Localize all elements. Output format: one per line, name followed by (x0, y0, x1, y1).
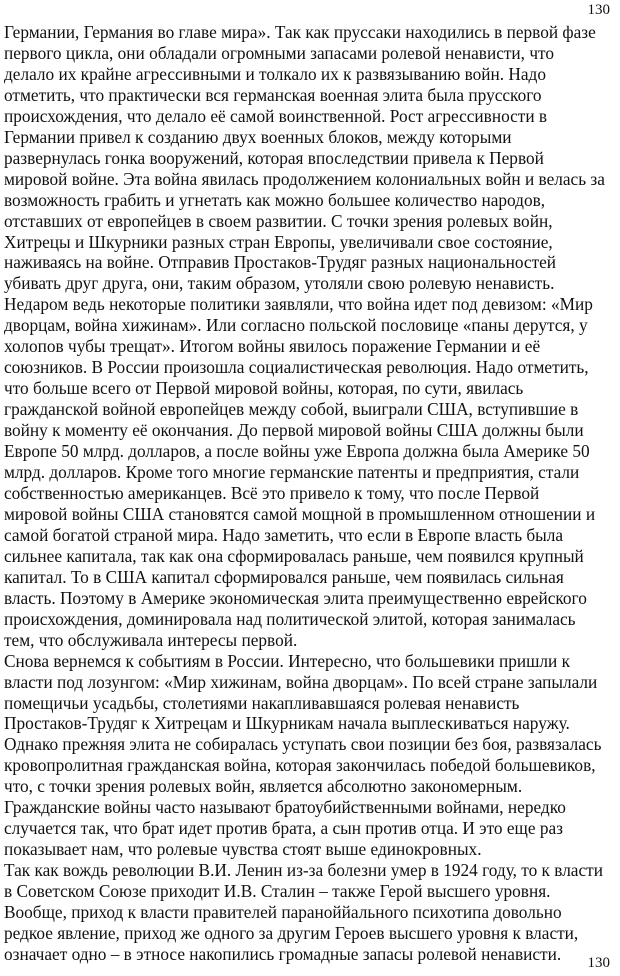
text-line: Германии, Германия во главе мира». Так как пруссаки находились в первой фазе (4, 22, 596, 42)
text-line: власти под лозунгом: «Мир хижинам, война дворцам». По всей стране запылали (4, 671, 598, 692)
text-line: Вообще, приход к власти правителей параноййального психотипа довольно (4, 902, 562, 923)
text-line: собственностью американцев. Всё это привело к тому, что после Первой (4, 482, 540, 503)
text-line: отметить, что практически вся германская военная элита была прусского (4, 84, 542, 105)
text-line: означает одно – в этносе накопились громадные запасы ролевой ненависти. (4, 943, 562, 964)
text-line: войну к моменту её окончания. До первой мировой войны США должны были (4, 420, 584, 441)
text-line: наживаясь на войне. Отправив Простаков-Трудяг разных национальностей (4, 252, 557, 273)
text-line: союзников. В России произошла социалистическая революция. Надо отметить, (4, 357, 589, 378)
text-line: Снова вернемся к событиям в России. Интересно, что большевики пришли к (4, 650, 570, 671)
text-line: первого цикла, они обладали огромными запасами ролевой ненависти, что (4, 42, 554, 63)
text-line: показывает нам, что ролевые чувства стоят выше единокровных. (4, 839, 482, 860)
text-line: убивать друг друга, они, таким образом, утоляли свою ролевую ненависть. (4, 273, 555, 294)
text-line: что, с точки зрения ролевых войн, является абсолютно закономерным. (4, 776, 523, 797)
text-line: самой богатой страной мира. Надо заметить, что если в Европе власть была (4, 524, 564, 545)
text-line: Хитрецы и Шкурники разных стран Европы, увеличивали свое состояние, (4, 231, 553, 252)
text-line: Так как вождь революции В.И. Ленин из-за болезни умер в 1924 году, то к власти (4, 860, 603, 881)
text-line: мировой войне. Эта война явилась продолжением колониальных войн и велась за (4, 168, 605, 189)
text-line: отставших от европейцев в своем развитии. С точки зрения ролевых войн, (4, 210, 553, 231)
text-line: капитал. То в США капитал сформировался раньше, чем появилась сильная (4, 566, 564, 587)
text-line: Германии привел к созданию двух военных блоков, между которыми (4, 126, 512, 147)
text-line: помещичьи усадьбы, столетиями накапливавшаяся ролевая ненависть (4, 692, 520, 713)
text-line: что больше всего от Первой мировой войны, которая, по сути, явилась (4, 378, 524, 399)
text-line: Простаков-Трудяг к Хитрецам и Шкурникам начала выплескиваться наружу. (4, 713, 570, 734)
text-line: холопов чубы трещат». Итогом войны явилось поражение Германии и её (4, 336, 541, 357)
text-line: редкое явление, приход же одного за другим Героев высшего уровня к власти, (4, 922, 579, 943)
text-line: гражданской войной европейцев между собой, выиграли США, вступившие в (4, 399, 579, 420)
text-line: происхождения, что делало её самой воинственной. Рост агрессивности в (4, 105, 548, 126)
text-line: в Советском Союзе приходит И.В. Сталин – также Герой высшего уровня. (4, 881, 551, 902)
text-line: случается так, что брат идет против брата, а сын против отца. И это еще раз (4, 818, 563, 839)
page-number-top: 130 (587, 2, 610, 18)
text-line: кровопролитная гражданская война, которая закончилась победой большевиков, (4, 755, 596, 776)
text-line: дворцам, война хижинам». Или согласно польской пословице «паны дерутся, у (4, 315, 588, 336)
text-line: Однако прежняя элита не собиралась уступать свои позиции без боя, развязалась (4, 734, 602, 755)
text-line: власть. Поэтому в Америке экономическая элита преимущественно еврейского (4, 587, 587, 608)
text-line: млрд. долларов. Кроме того многие германские патенты и предприятия, стали (4, 462, 580, 483)
text-line: возможность грабить и угнетать как можно большее количество народов, (4, 189, 546, 210)
text-line: мировой войны США становятся самой мощной в промышленном отношении и (4, 503, 596, 524)
text-line: сильнее капитала, так как она сформировалась раньше, чем появился крупный (4, 545, 584, 566)
text-line: Гражданские войны часто называют братоубийственными войнами, нередко (4, 797, 566, 818)
text-line: тем, что обслуживала интересы первой. (4, 629, 298, 650)
text-line: делало их крайне агрессивными и толкало их к развязыванию войн. Надо (4, 63, 546, 84)
text-line: развернулась гонка вооружений, которая впоследствии привела к Первой (4, 147, 544, 168)
text-line: Недаром ведь некоторые политики заявляли, что война идет под девизом: «Мир (4, 294, 593, 315)
page-number-bottom: 130 (587, 955, 610, 971)
text-line: происхождения, доминировала над политической элитой, которая занималась (4, 608, 576, 629)
body-text (4, 22, 620, 965)
text-line: Европе 50 млрд. долларов, а после войны уже Европа должна была Америке 50 (4, 441, 590, 462)
